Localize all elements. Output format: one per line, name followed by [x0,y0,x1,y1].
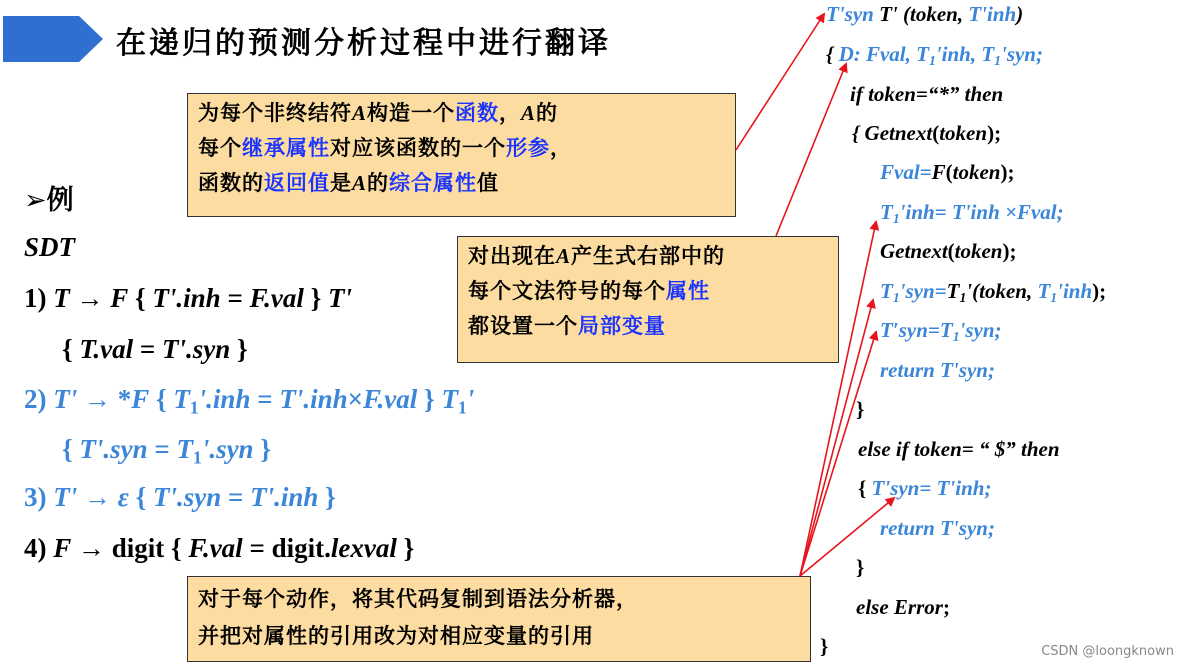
text-fragment: → [69,283,111,313]
text-fragment: T' [327,283,352,313]
text-fragment: 'syn= [899,279,947,303]
text-fragment: T'.inh [152,283,221,313]
text-fragment: F.val [363,384,418,414]
text-fragment: } [856,555,865,579]
text-fragment: 每个文法符号的每个 [468,279,666,303]
text-fragment: 的 [536,101,559,125]
text-fragment: (token, [897,2,969,26]
text-fragment: F [110,283,129,313]
text-fragment: 函数的 [198,171,264,195]
text-fragment: → * [77,384,132,414]
text-fragment: = [250,384,280,414]
text-fragment: T [880,279,893,303]
text-fragment: T [53,283,70,313]
text-fragment: T′syn=T [880,318,953,342]
text-fragment: } [417,384,442,414]
text-fragment: ; [984,476,992,500]
text-fragment: ) [1000,160,1008,184]
text-fragment: T'syn= T'inh [871,476,985,500]
text-fragment: { [62,334,80,364]
text-fragment: ; [994,318,1002,342]
text-fragment: 1 [928,53,936,69]
text-fragment: 产生式右部中的 [571,244,726,268]
text-fragment: ， [550,136,572,160]
text-fragment: T' [53,482,78,512]
text-fragment: ' [466,384,475,414]
text-fragment: 局部变量 [578,314,666,338]
text-fragment: ε [117,482,129,512]
text-fragment: { [128,482,153,512]
text-fragment: F [931,160,946,184]
note-line-1: 对于每个动作，将其代码复制到语法分析器， [198,587,638,611]
text-fragment: ; [1099,279,1107,303]
text-fragment: Getnext [880,239,948,263]
arrow-box2-to-declaration [776,64,846,236]
text-fragment: 返回值 [264,171,330,195]
text-fragment: if token=“*” then [850,82,1004,106]
text-fragment: 1 [892,211,900,227]
text-fragment: 对出现在 [468,244,556,268]
text-fragment: 1) [24,283,54,313]
text-fragment: 继承属性 [242,136,330,160]
text-fragment: = [221,482,251,512]
text-fragment: 1 [892,290,900,306]
text-fragment: T [1037,279,1051,303]
text-fragment: ; [987,516,995,540]
text-fragment: token [954,239,1003,263]
text-fragment: 构造一个 [367,101,456,125]
text-fragment: T'.syn [79,434,148,464]
example-label: ➢例 [24,185,74,216]
text-fragment: } [856,397,865,421]
text-fragment: ) [987,121,995,145]
text-fragment: A [521,101,537,125]
text-fragment: T [946,279,960,303]
text-fragment: T'.syn [162,334,231,364]
text-fragment: → [77,482,118,512]
text-fragment: 'syn [959,318,995,342]
text-fragment: { [826,42,839,66]
text-fragment: lexval [330,533,397,563]
note-line-2: 并把对属性的引用改为对相应变量的引用 [198,624,594,648]
arrow-box3-to-line9 [800,332,876,576]
text-fragment: T [173,384,190,414]
text-fragment: T'.inh [250,482,319,512]
text-fragment: 形参 [506,136,550,160]
text-fragment: ( [947,239,955,263]
text-fragment: = [133,334,163,364]
text-fragment: 函数 [455,101,500,125]
text-fragment: } [396,533,415,563]
text-fragment: 值 [477,171,500,195]
text-fragment: return T'syn [880,358,988,382]
text-fragment: T [176,434,194,464]
text-fragment: ) [1016,2,1024,26]
text-fragment: T'syn [826,2,874,26]
text-fragment: 1 [994,53,1001,69]
text-fragment: F.val [249,283,304,313]
text-fragment: 4) [24,533,54,563]
text-fragment: × [347,384,364,414]
text-fragment: 1 [189,397,199,418]
text-fragment: token [952,160,1001,184]
text-fragment: 每个 [198,136,242,160]
text-fragment: { [149,384,174,414]
text-fragment: T' [53,384,78,414]
text-fragment: 2) [24,384,54,414]
text-fragment: } [303,283,328,313]
text-fragment: '.syn [201,434,254,464]
text-fragment: } [820,634,829,658]
text-fragment: ( [945,160,953,184]
text-fragment: T'inh [968,2,1017,26]
text-fragment: } [318,482,336,512]
text-fragment: 都设置一个 [468,314,578,338]
text-fragment: 'inh, T [935,42,995,66]
text-fragment: ; [1056,200,1064,224]
text-fragment: { [128,283,153,313]
text-fragment: ; [1036,42,1043,66]
text-fragment: 1 [959,290,967,306]
text-fragment: '.inh [198,384,251,414]
text-fragment: → digit { [71,533,189,563]
text-fragment: ) [1092,279,1100,303]
text-fragment: 属性 [666,279,710,303]
text-fragment: { Getnext [852,121,933,145]
text-fragment: } [230,334,248,364]
text-fragment: 'inh [1057,279,1093,303]
text-fragment: = [220,283,250,313]
text-fragment: T [880,200,893,224]
text-fragment: { [858,476,872,500]
text-fragment: T'.inh [279,384,348,414]
text-fragment: 为每个非终结符 [198,101,352,125]
text-fragment: 综合属性 [389,171,478,195]
text-fragment: D: Fval, T [838,42,929,66]
text-fragment: ; [987,358,995,382]
text-fragment: token [939,121,988,145]
text-fragment: } [253,434,271,464]
text-fragment: else Error [856,595,943,619]
text-fragment: ) [1002,239,1010,263]
text-fragment: 是 [330,171,352,195]
text-fragment: 'syn [1000,42,1036,66]
text-fragment: F.val [188,533,243,563]
text-fragment: ; [942,595,950,619]
text-fragment: T.val [79,334,134,364]
text-fragment: 'inh= T'inh ×Fval [899,200,1057,224]
text-fragment: T'.syn [152,482,222,512]
text-fragment: ; [1007,160,1015,184]
text-fragment: 1 [193,447,202,468]
text-fragment: 1 [1050,290,1058,306]
text-fragment: else if token= “ $” then [858,437,1060,461]
text-fragment: T' [873,2,898,26]
text-fragment: { [62,434,80,464]
text-fragment: F [53,533,72,563]
text-fragment: 1 [952,329,960,345]
text-fragment: 1 [457,397,467,418]
arrow-box3-to-line8 [800,300,873,576]
text-fragment: SDT [24,232,76,262]
text-fragment: 3) [24,482,54,512]
text-fragment: F [131,384,150,414]
text-fragment: A [352,171,368,195]
arrow-box1-to-signature [736,14,824,150]
text-fragment: 的 [367,171,390,195]
text-fragment: Fval= [880,160,932,184]
watermark: CSDN @loongknown [1041,644,1174,659]
text-fragment: ( [932,121,940,145]
text-fragment: = [147,434,177,464]
text-fragment: ， [499,101,522,125]
text-fragment: A [556,244,572,268]
text-fragment: 对应该函数的一个 [330,136,506,160]
text-fragment: = digit. [242,533,331,563]
page-title: 在递归的预测分析过程中进行翻译 [116,26,611,61]
text-fragment: T [441,384,458,414]
text-fragment: return T'syn [880,516,988,540]
text-fragment: ; [994,121,1002,145]
text-fragment: '(token, [966,279,1038,303]
text-fragment: A [352,101,368,125]
text-fragment: ; [1009,239,1017,263]
